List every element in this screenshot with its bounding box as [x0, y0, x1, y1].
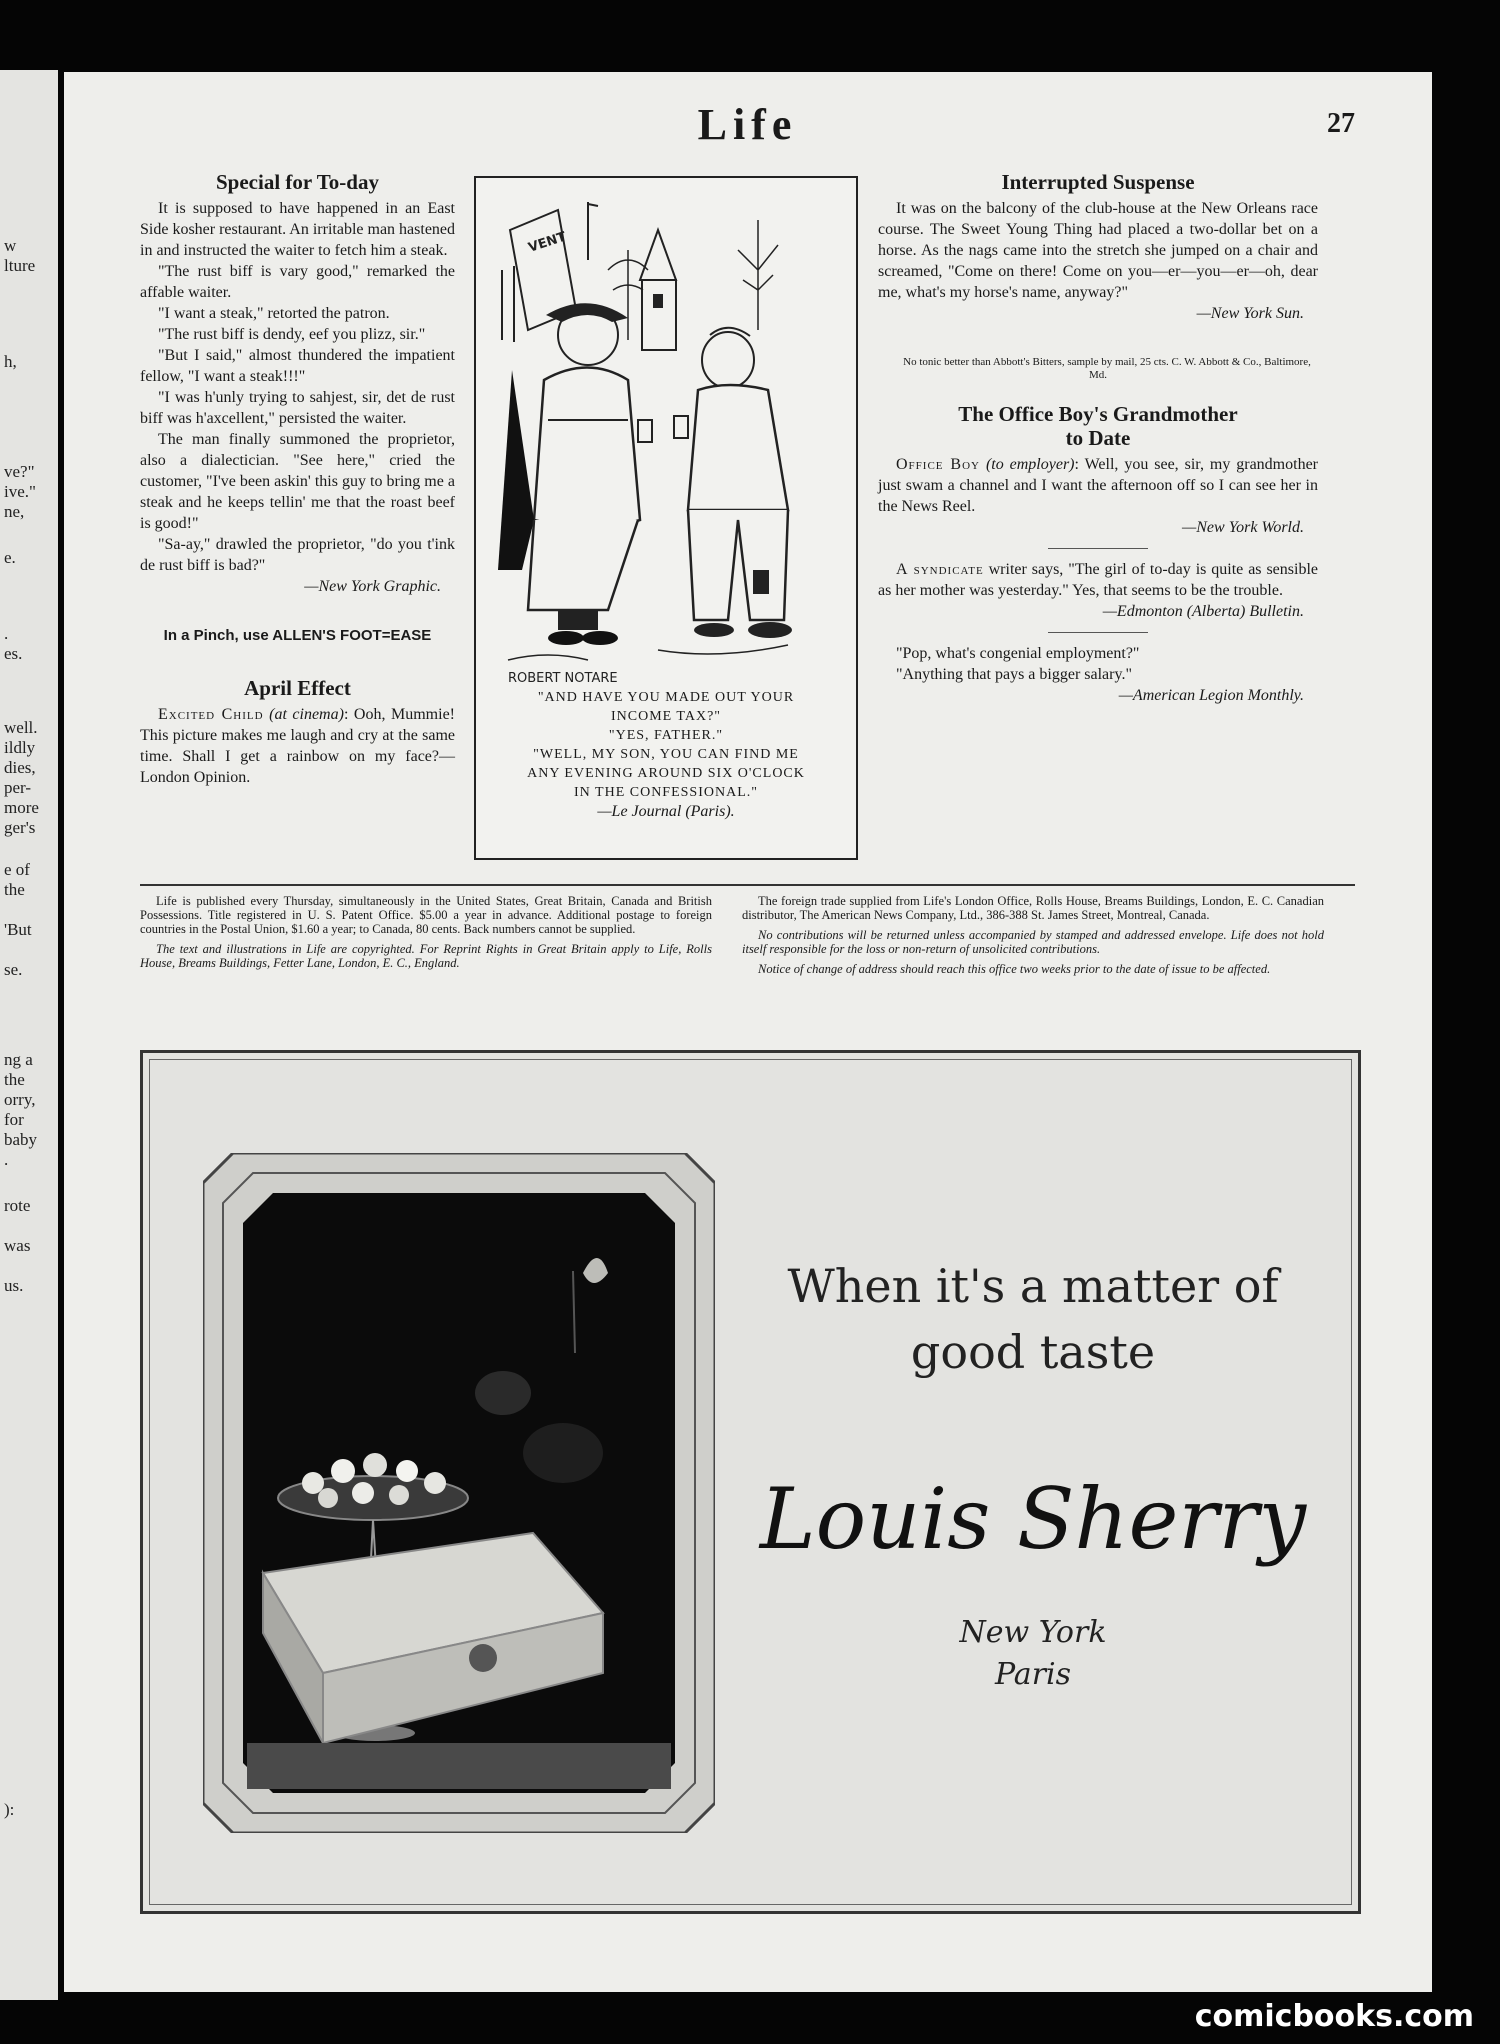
previous-page-fragment: more: [4, 798, 39, 817]
story-credit: —New York World.: [1182, 519, 1304, 536]
previous-page-fragment: baby: [4, 1130, 38, 1149]
candy-photo: [203, 1153, 715, 1833]
page-header: [140, 100, 1355, 150]
story-paragraph: "The rust biff is vary good," remarked the affable waiter.: [140, 263, 455, 301]
colophon-left: Life is published every Thursday, simultaneously in the United States, Great Britain, Canada and British Possessions. Title registered in U. S. Patent Office. $5.00 a year in advance. Additional postage to foreign countries in the Postal Union, $1.60 a year; to Canada, 80 cents. Back numbers cannot be supplied. The text and illustrations in Life are copyrighted. For Reprint Rights in Great Britain apply to Life, Rolls House, Breams Buildings, Fetter Lane, London, E. C., England.: [140, 894, 712, 970]
previous-page-fragment: .: [4, 1150, 9, 1169]
previous-page-fragment: lture: [4, 256, 36, 275]
previous-page-fragment: the: [4, 880, 25, 899]
foot-ease-promo: In a Pinch, use ALLEN'S FOOT=EASE: [163, 627, 432, 644]
story-title: The Office Boy's Grandmother: [958, 402, 1238, 426]
previous-page-fragment: e of: [4, 860, 30, 879]
story-body: Office Boy (to employer): Well, you see, sir, my grandmother just swam a channel and I want the afternoon off so I can see her in the News Reel.: [878, 456, 1319, 515]
story-body: "Pop, what's congenial employment?": [896, 645, 1140, 662]
story-paragraph: "I want a steak," retorted the patron.: [158, 305, 390, 322]
previous-page-fragment: ng a: [4, 1050, 33, 1069]
previous-page-fragment: ildly: [4, 738, 36, 757]
story-paragraph: "But I said," almost thundered the impatient fellow, "I want a steak!!!": [140, 347, 455, 385]
previous-page-fragment: es.: [4, 644, 23, 663]
previous-page-fragment: was: [4, 1236, 31, 1255]
previous-page-fragment: ger's: [4, 818, 36, 837]
divider: [1048, 548, 1148, 549]
cartoon-illustration: [488, 190, 844, 690]
previous-page-fragment: well.: [4, 718, 38, 737]
divider: [1048, 632, 1148, 633]
story-title: Interrupted Suspense: [1001, 170, 1195, 194]
previous-page-fragment: w: [4, 236, 17, 255]
previous-page-fragment: us.: [4, 1276, 24, 1295]
colophon-right: The foreign trade supplied from Life's London Office, Rolls House, Breams Buildings, London, E. C. Canadian distributor, The American News Company, Ltd., 386-388 St. James Street, Montreal, Canada. No contributions will be returned unless accompanied by stamped and addressed envelope. Life does not hold itself responsible for the loss or non-return of unsolicited contributions. Notice of change of address should reach this office two weeks prior to the date of issue to be affected.: [742, 894, 1324, 976]
story-credit: —Edmonton (Alberta) Bulletin.: [1102, 603, 1304, 620]
city-paris: Paris: [994, 1657, 1072, 1692]
previous-page-fragment: ive.": [4, 482, 36, 501]
sign-text: VENT: [526, 229, 569, 256]
previous-page-fragment: orry,: [4, 1090, 36, 1109]
previous-page-fragment: se.: [4, 960, 23, 979]
page-number: 27: [1327, 108, 1355, 139]
story-body: A syndicate writer says, "The girl of to-day is quite as sensible as her mother was yesterday." Yes, that seems to be the trouble.: [878, 561, 1318, 599]
city-new-york: New York: [959, 1615, 1107, 1650]
story-body: [140, 198, 455, 576]
previous-page-fragment: h,: [4, 352, 17, 371]
story-credit: —New York Sun.: [1196, 305, 1304, 322]
previous-page-fragment: per-: [4, 778, 32, 797]
story-credit: —American Legion Monthly.: [1118, 687, 1304, 704]
previous-page-fragment: .: [4, 624, 9, 643]
cartoon-panel: [474, 176, 858, 860]
previous-page-fragment: ne,: [4, 502, 25, 521]
story-paragraph: "Sa-ay," drawled the proprietor, "do you t'ink de rust biff is bad?": [140, 536, 455, 574]
previous-page-fragment: e.: [4, 548, 16, 567]
previous-page-fragment: ve?": [4, 462, 35, 481]
source-watermark: comicbooks.com: [1194, 1999, 1474, 2034]
brand-name: Louis Sherry: [759, 1470, 1307, 1568]
story-body: It was on the balcony of the club-house at the New Orleans race course. The Sweet Young Thing had placed a two-dollar bet on a horse. As the nags came into the stretch she jumped on a chair and screamed, "Come on there! Come on you—er—you—er—oh, dear me, what's my horse's name, anyway?": [878, 200, 1318, 301]
story-title: Special for To-day: [216, 170, 379, 194]
previous-page-fragment: the: [4, 1070, 25, 1089]
right-column: [878, 170, 1318, 706]
previous-page-fragment: ):: [4, 1800, 15, 1819]
story-paragraph: "I was h'unly trying to sahjest, sir, det de rust biff was h'axcellent," persisted the waiter.: [140, 389, 455, 427]
bitters-promo: No tonic better than Abbott's Bitters, sample by mail, 25 cts. C. W. Abbott & Co., Baltimore, Md.: [903, 356, 1311, 381]
cartoon-credit: —Le Journal (Paris).: [597, 803, 735, 820]
story-body: "Anything that pays a bigger salary.": [896, 666, 1132, 683]
story-paragraph: The man finally summoned the proprietor, also a dialectician. "See here," cried the customer, "I've been askin' this guy to bring me a steak and he keeps tellin' me that the roast beef is good!": [140, 431, 455, 532]
left-column: [140, 170, 455, 788]
story-paragraph: It is supposed to have happened in an East Side kosher restaurant. An irritable man hastened in and instructed the waiter to fetch him a steak.: [140, 200, 456, 259]
louis-sherry-advertisement: [140, 1050, 1361, 1914]
cartoon-caption: "AND HAVE YOU MADE OUT YOUR INCOME TAX?" "YES, FATHER." "WELL, MY SON, YOU CAN FIND ME ANY EVENING AROUND SIX O'CLOCK IN THE CONFESSIONAL." —Le Journal (Paris).: [496, 688, 836, 821]
story-credit: —New York Graphic.: [304, 578, 441, 595]
artist-signature: ROBERT NOTARE: [508, 671, 618, 686]
story-body: Excited Child (at cinema): Ooh, Mummie! This picture makes me laugh and cry at the same time. Shall I get a rainbow on my face?—London Opinion.: [140, 706, 456, 786]
previous-page-fragment: 'But: [4, 920, 32, 939]
story-title: April Effect: [244, 676, 351, 700]
story-title-line2: to Date: [1065, 426, 1131, 450]
ad-headline: When it's a matter of good taste: [787, 1259, 1279, 1379]
previous-page-fragment: for: [4, 1110, 24, 1129]
story-paragraph: "The rust biff is dendy, eef you plizz, sir.": [158, 326, 426, 343]
masthead: Life: [697, 100, 798, 149]
magazine-page: [64, 72, 1432, 1992]
divider: [140, 884, 1355, 886]
previous-page-fragment: rote: [4, 1196, 31, 1215]
previous-page-fragment: dies,: [4, 758, 36, 777]
